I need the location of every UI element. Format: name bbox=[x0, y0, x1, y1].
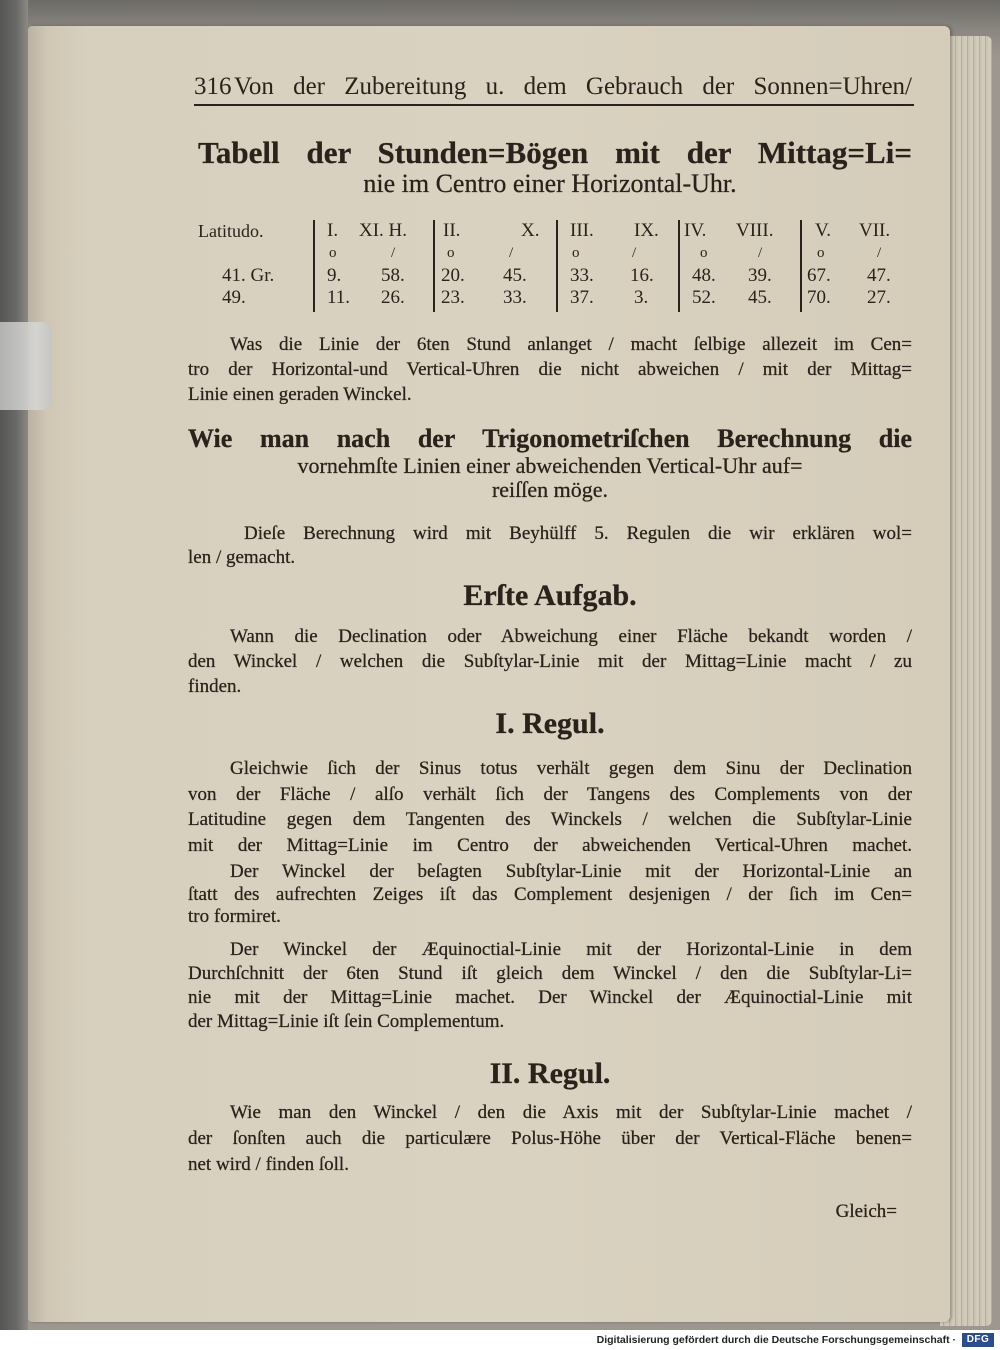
hour-column-group bbox=[558, 218, 676, 314]
arc-minutes: 26. bbox=[381, 287, 405, 308]
degree-mark: o bbox=[447, 245, 455, 261]
latitude-label: 49. bbox=[222, 287, 246, 308]
degree-mark: o bbox=[329, 245, 337, 261]
arc-degrees: 67. bbox=[807, 265, 831, 286]
hour-label: IX. bbox=[634, 220, 659, 241]
text-line: Der Winckel der beſagten Subſtylar-Linie mit der Horizontal-Linie an bbox=[230, 861, 912, 882]
text-line: Wie man den Winckel / den die Axis mit der Subſtylar-Linie machet / bbox=[230, 1102, 912, 1123]
arc-minutes: 45. bbox=[503, 265, 527, 286]
arc-degrees: 33. bbox=[570, 265, 594, 286]
hour-column-group bbox=[435, 218, 553, 314]
heading-line: vornehmſte Linien einer abweichenden Vertical-Uhr auf= bbox=[297, 454, 803, 478]
hour-label: II. bbox=[443, 220, 461, 241]
page-number: 316 bbox=[194, 73, 232, 100]
text-line: Gleichwie ſich der Sinus totus verhält gegen dem Sinu der Declination bbox=[230, 758, 912, 779]
arc-minutes: 16. bbox=[630, 265, 654, 286]
minute-mark: / bbox=[758, 245, 763, 261]
table-divider bbox=[800, 220, 802, 312]
heading-line: Erſte Aufgab. bbox=[463, 579, 637, 612]
hour-column-group bbox=[315, 218, 433, 314]
arc-minutes: 39. bbox=[748, 265, 772, 286]
text-line: der Mittag=Linie iſt ſein Complementum. bbox=[188, 1011, 505, 1032]
header-rule bbox=[194, 104, 914, 106]
paragraph bbox=[188, 756, 912, 858]
heading-line: II. Regul. bbox=[489, 1057, 611, 1090]
degree-mark: o bbox=[572, 245, 580, 261]
text-line: ſtatt des aufrechten Zeiges iſt das Complement desjenigen / der ſich im Cen= bbox=[188, 884, 912, 905]
arc-degrees: 11. bbox=[327, 287, 351, 308]
text-line: Linie einen geraden Winckel. bbox=[188, 384, 412, 405]
minute-mark: / bbox=[391, 245, 396, 261]
heading-line: Wie man nach der Trigonometriſchen Berechnung die bbox=[188, 424, 912, 453]
text-line: den Winckel / welchen die Subſtylar-Linie mit der Mittag=Linie macht / zu bbox=[188, 651, 912, 672]
text-line: der ſonſten auch die particulære Polus-Höhe über der Vertical-Fläche benen= bbox=[188, 1128, 912, 1149]
table-title-line: nie im Centro einer Horizontal-Uhr. bbox=[363, 171, 737, 197]
arc-degrees: 23. bbox=[441, 287, 465, 308]
text-line: nie mit der Mittag=Linie machet. Der Winckel der Æquinoctial-Linie mit bbox=[188, 987, 912, 1008]
hour-label: III. bbox=[570, 220, 594, 241]
running-title: Von der Zubereitung u. dem Gebrauch der Sonnen=Uhren/ bbox=[234, 73, 912, 100]
text-line: tro der Horizontal-und Vertical-Uhren die nicht abweichen / mit der Mittag= bbox=[188, 359, 912, 380]
minute-mark: / bbox=[877, 245, 882, 261]
heading-line: reiſſen möge. bbox=[491, 478, 609, 502]
section-heading bbox=[188, 578, 912, 614]
table-title-line: Tabell der Stunden=Bögen mit der Mittag=Li= bbox=[198, 135, 912, 170]
arc-degrees: 20. bbox=[441, 265, 465, 286]
text-line: Latitudine gegen dem Tangenten des Winckels / welchen die Subſtylar-Linie bbox=[188, 809, 912, 830]
hour-arc-table bbox=[0, 218, 1000, 314]
table-title bbox=[188, 134, 912, 197]
text-line: Was die Linie der 6ten Stund anlanget / macht ſelbige allezeit im Cen= bbox=[230, 334, 912, 355]
arc-degrees: 37. bbox=[570, 287, 594, 308]
arc-minutes: 58. bbox=[381, 265, 405, 286]
text-line: mit der Mittag=Linie im Centro der abweichenden Vertical-Uhren machet. bbox=[188, 834, 912, 856]
dfg-logo: DFG bbox=[962, 1333, 994, 1347]
text-line: tro formiret. bbox=[188, 906, 281, 927]
arc-degrees: 52. bbox=[692, 287, 716, 308]
arc-minutes: 27. bbox=[867, 287, 891, 308]
degree-mark: o bbox=[700, 245, 708, 261]
text-line: Der Winckel der Æquinoctial-Linie mit der Horizontal-Linie in dem bbox=[230, 939, 912, 960]
left-binding-shadow bbox=[0, 0, 28, 1330]
hour-label: X. bbox=[521, 220, 540, 241]
paragraph bbox=[188, 1100, 912, 1178]
paragraph bbox=[188, 332, 912, 407]
hour-label: IV. bbox=[684, 220, 707, 241]
paragraph bbox=[188, 624, 912, 699]
hour-label: XI. H. bbox=[359, 220, 408, 241]
hour-column-group bbox=[680, 218, 798, 314]
text-line: net wird / finden ſoll. bbox=[188, 1154, 349, 1175]
hour-label: V. bbox=[815, 220, 832, 241]
section-heading bbox=[188, 706, 912, 742]
arc-minutes: 3. bbox=[634, 287, 649, 308]
text-line: Dieſe Berechnung wird mit Beyhülff 5. Regulen die wir erklären wol= bbox=[244, 523, 912, 544]
paragraph bbox=[188, 522, 912, 570]
text-line: len / gemacht. bbox=[188, 547, 296, 568]
arc-degrees: 9. bbox=[327, 265, 342, 286]
degree-mark: o bbox=[817, 245, 825, 261]
text-line: Wann die Declination oder Abweichung einer Fläche bekandt worden / bbox=[230, 626, 912, 647]
heading-line: I. Regul. bbox=[495, 707, 605, 740]
minute-mark: / bbox=[509, 245, 514, 261]
section-heading bbox=[188, 424, 912, 502]
text-line: von der Fläche / alſo verhält ſich der Tangens des Complements von der bbox=[188, 783, 912, 805]
row-header: Latitudo. bbox=[198, 221, 264, 241]
arc-minutes: 47. bbox=[867, 265, 891, 286]
paragraph bbox=[188, 860, 912, 927]
hour-label: VII. bbox=[859, 220, 891, 241]
arc-degrees: 48. bbox=[692, 265, 716, 286]
funding-credit: Digitalisierung gefördert durch die Deutsche Forschungsgemeinschaft · bbox=[596, 1334, 956, 1346]
hour-label: I. bbox=[327, 220, 339, 241]
section-heading bbox=[188, 1056, 912, 1092]
latitude-label: 41. Gr. bbox=[222, 265, 275, 286]
catchword: Gleich= bbox=[835, 1201, 897, 1222]
paragraph bbox=[188, 938, 912, 1034]
minute-mark: / bbox=[632, 245, 637, 261]
arc-minutes: 33. bbox=[503, 287, 527, 308]
text-line: finden. bbox=[188, 676, 242, 697]
arc-degrees: 70. bbox=[807, 287, 831, 308]
hour-label: VIII. bbox=[736, 220, 774, 241]
arc-minutes: 45. bbox=[748, 287, 772, 308]
text-line: Durchſchnitt der 6ten Stund iſt gleich dem Winckel / den die Subſtylar-Li= bbox=[188, 963, 912, 984]
paper-strip bbox=[0, 322, 52, 410]
hour-column-group bbox=[803, 218, 911, 314]
